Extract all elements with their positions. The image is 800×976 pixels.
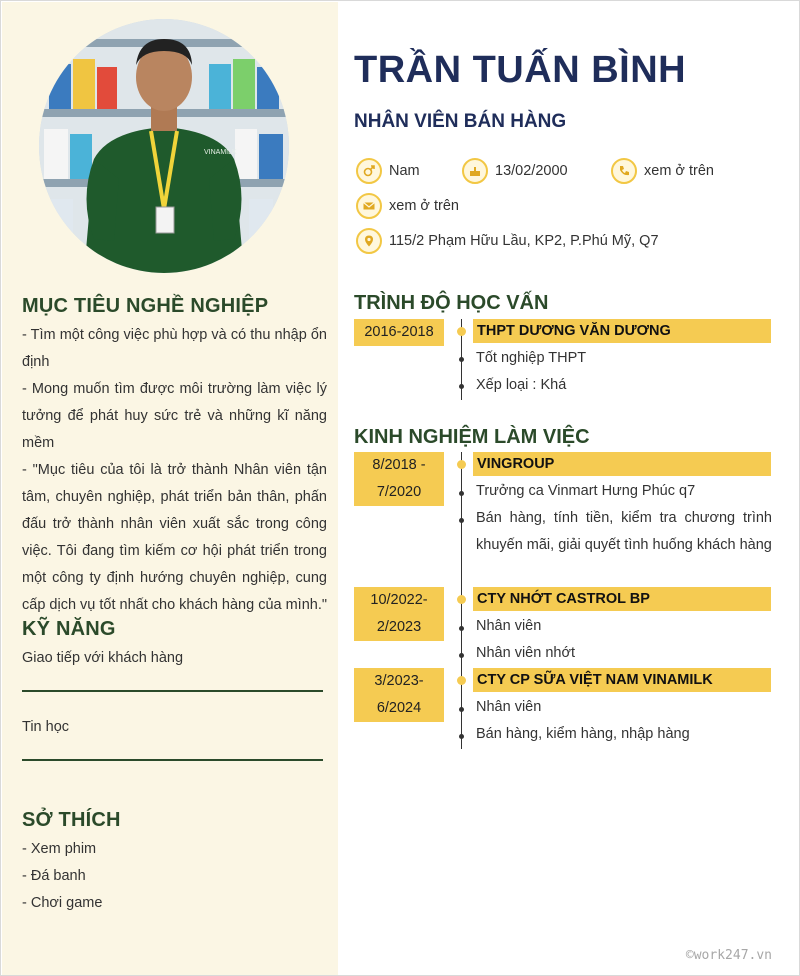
location-icon <box>356 228 382 254</box>
date-line: 7/2020 <box>376 484 422 500</box>
skill-level-bar <box>22 759 323 761</box>
skill-label: Giao tiếp với khách hàng <box>22 650 184 666</box>
experience-detail: Nhân viên nhớt <box>476 645 575 661</box>
experience-detail: Nhân viên <box>476 699 542 715</box>
email-value[interactable]: xem ở trên <box>389 198 459 214</box>
experience-company: CTY CP SỮA VIỆT NAM VINAMILK <box>473 668 771 692</box>
email-icon <box>356 193 382 219</box>
bullet-dot <box>459 653 464 658</box>
skill-item <box>22 650 327 719</box>
birthday-cake-icon <box>462 158 488 184</box>
experience-title: KINH NGHIỆM LÀM VIỆC <box>354 426 590 448</box>
date-line: 10/2022- <box>370 592 428 608</box>
birthday-info <box>462 158 568 184</box>
bullet-dot <box>459 357 464 362</box>
birthday-value: 13/02/2000 <box>495 163 568 179</box>
date-line: 3/2023- <box>374 673 424 689</box>
objective-line: - Mong muốn tìm được môi trường làm việc lý tưởng để phát huy sức trẻ và những kĩ năng mềm <box>22 381 327 451</box>
bullet-dot <box>459 734 464 739</box>
gender-icon <box>356 158 382 184</box>
bullet-dot <box>459 491 464 496</box>
skill-item <box>22 719 327 788</box>
objective-title: MỤC TIÊU NGHỀ NGHIỆP <box>22 295 269 317</box>
experience-date <box>354 668 444 722</box>
profile-photo <box>39 19 289 273</box>
experience-company: CTY NHỚT CASTROL BP <box>473 587 771 611</box>
hobbies-section <box>22 809 327 917</box>
experience-date <box>354 452 444 506</box>
skills-section <box>22 618 327 788</box>
objective-text <box>22 322 327 619</box>
objective-line: - Tìm một công việc phù hợp và có thu nhập ổn định <box>22 327 327 370</box>
candidate-name: TRẦN TUẤN BÌNH <box>354 49 687 91</box>
hobby-item: - Chơi game <box>22 895 103 911</box>
date-line: 8/2018 - <box>372 457 426 473</box>
shirt-logo-text: VINAMILK <box>204 149 237 156</box>
date-line: 2/2023 <box>376 619 422 635</box>
experience-detail: Trưởng ca Vinmart Hưng Phúc q7 <box>476 483 696 499</box>
timeline-dot <box>457 676 466 685</box>
experience-detail: Bán hàng, tính tiền, kiểm tra chương trình khuyến mãi, giải quyết tình huống khách hàng <box>476 510 772 553</box>
experience-date <box>354 587 444 641</box>
email-info <box>356 193 459 219</box>
hobbies-title: SỞ THÍCH <box>22 809 121 831</box>
education-school: THPT DƯƠNG VĂN DƯƠNG <box>473 319 771 343</box>
gender-value: Nam <box>389 163 420 179</box>
phone-info <box>611 158 714 184</box>
experience-company: VINGROUP <box>473 452 771 476</box>
phone-icon <box>611 158 637 184</box>
experience-detail: Nhân viên <box>476 618 542 634</box>
hobby-item: - Xem phim <box>22 841 97 857</box>
address-info <box>356 228 659 254</box>
phone-value[interactable]: xem ở trên <box>644 163 714 179</box>
skill-label: Tin học <box>22 719 70 735</box>
objective-line: - "Mục tiêu của tôi là trở thành Nhân viên tận tâm, chuyên nghiệp, phát triển bản thân, phấn đấu trở thành nhân viên xuất sắc trong công việc. Tôi đang tìm kiếm cơ hội phát triển trong một công ty định hướng chuyên nghiệp, cung cấp dịch vụ tốt nhất cho khách hàng của mình." <box>22 462 328 613</box>
timeline-dot <box>457 595 466 604</box>
bullet-dot <box>459 707 464 712</box>
education-title: TRÌNH ĐỘ HỌC VẤN <box>354 292 549 314</box>
bullet-dot <box>459 384 464 389</box>
job-title: NHÂN VIÊN BÁN HÀNG <box>354 111 567 132</box>
skills-title: KỸ NĂNG <box>22 618 116 640</box>
date-line: 6/2024 <box>376 700 422 716</box>
experience-detail: Bán hàng, kiểm hàng, nhập hàng <box>476 726 690 742</box>
gender-info <box>356 158 420 184</box>
watermark: ©work247.vn <box>685 948 772 963</box>
address-value: 115/2 Phạm Hữu Lầu, KP2, P.Phú Mỹ, Q7 <box>389 233 659 249</box>
education-detail: Xếp loại : Khá <box>476 377 567 393</box>
bullet-dot <box>459 626 464 631</box>
objective-section <box>22 295 327 619</box>
education-date: 2016-2018 <box>354 319 444 346</box>
education-detail: Tốt nghiệp THPT <box>476 350 587 366</box>
timeline-dot <box>457 327 466 336</box>
hobby-item: - Đá banh <box>22 868 86 884</box>
bullet-dot <box>459 518 464 523</box>
skill-level-bar <box>22 690 323 692</box>
timeline-dot <box>457 460 466 469</box>
